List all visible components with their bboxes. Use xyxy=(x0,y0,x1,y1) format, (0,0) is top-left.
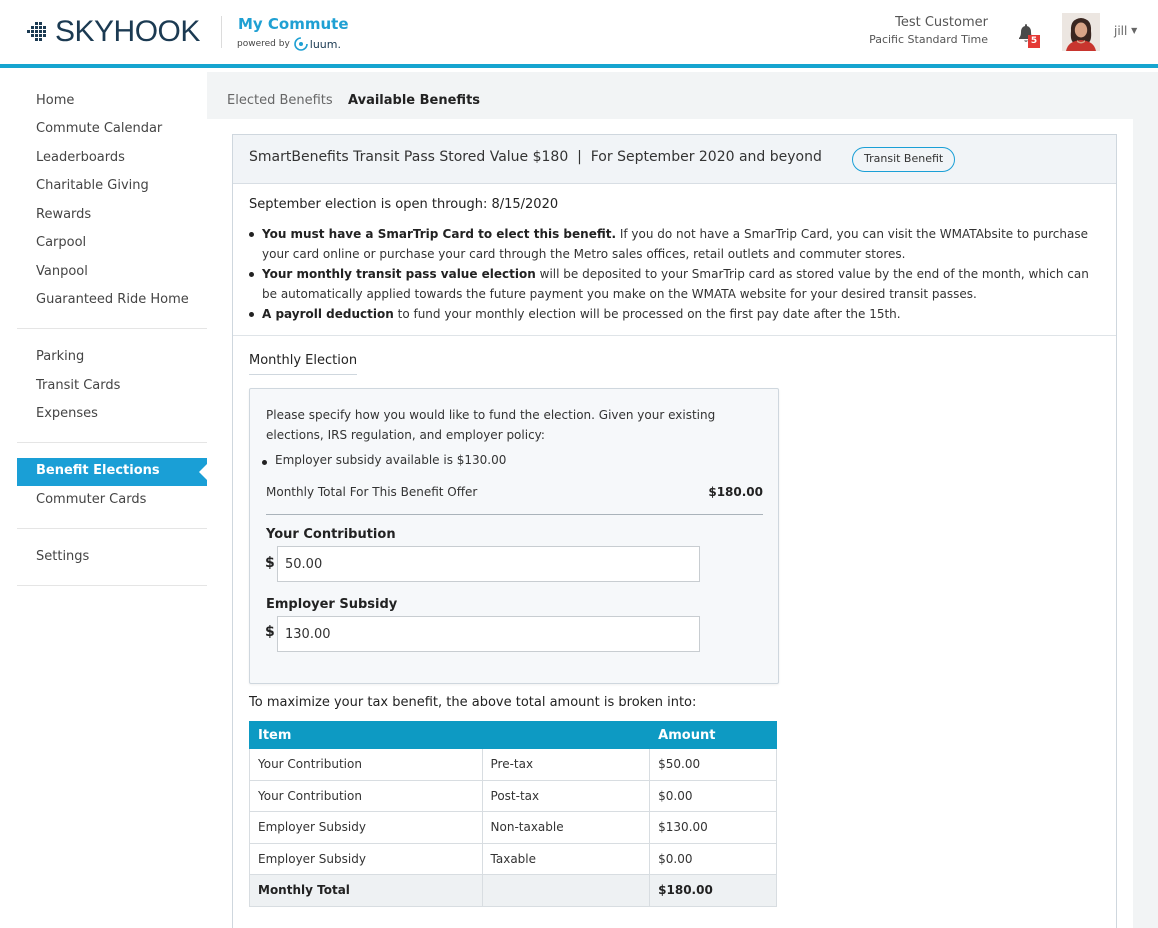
row-item: Employer Subsidy xyxy=(250,812,483,844)
benefit-type-badge: Transit Benefit xyxy=(852,147,955,172)
employer-subsidy-input[interactable] xyxy=(277,616,700,652)
requirement-text: will be deposited to your SmarTrip card as stored value by the end of the month, which can be automatically applied towards the future payment you make on the WMATA website for your desired transit passes. xyxy=(262,267,1089,301)
table-row xyxy=(250,780,777,812)
nav-benefit-elections-label: Benefit Elections xyxy=(36,463,160,478)
brand-name: SKYHOOK xyxy=(55,15,200,48)
nav-divider xyxy=(17,585,207,586)
row-amount: $130.00 xyxy=(650,812,777,844)
user-display-name: Test Customer xyxy=(895,15,988,30)
tab-available-benefits[interactable]: Available Benefits xyxy=(348,93,481,108)
brand-logo[interactable] xyxy=(27,16,200,48)
user-avatar[interactable] xyxy=(1062,13,1100,51)
nav-guaranteed-ride-home[interactable]: Guaranteed Ride Home xyxy=(36,292,189,307)
requirement-text: to fund your monthly election will be processed on the first pay date after the 15th. xyxy=(393,307,901,321)
requirement-bold: A payroll deduction xyxy=(262,307,394,321)
nav-rewards[interactable]: Rewards xyxy=(36,207,92,222)
row-tax-type: Non-taxable xyxy=(482,812,650,844)
table-total-row xyxy=(250,875,777,907)
election-open-date: September election is open through: 8/15/2020 xyxy=(249,197,559,212)
caret-down-icon: ▼ xyxy=(1131,26,1138,35)
contribution-label: Your Contribution xyxy=(266,527,396,542)
row-tax-type: Taxable xyxy=(482,843,650,875)
total-type xyxy=(482,875,650,907)
nav-vanpool[interactable]: Vanpool xyxy=(36,264,88,279)
row-amount: $0.00 xyxy=(650,843,777,875)
form-divider xyxy=(266,514,763,515)
nav-commute-calendar[interactable]: Commute Calendar xyxy=(36,121,163,136)
requirement-item xyxy=(249,264,1107,304)
header-divider xyxy=(221,16,222,48)
table-header-row xyxy=(250,722,777,749)
election-instructions: Please specify how you would like to fund the election. Given your existing elections, IRS regulation, and employer policy: xyxy=(266,408,716,442)
nav-parking[interactable]: Parking xyxy=(36,349,85,364)
benefit-card xyxy=(232,134,1117,928)
tax-breakdown-table xyxy=(249,721,777,907)
nav-home[interactable]: Home xyxy=(36,93,75,108)
requirement-item xyxy=(249,224,1107,264)
top-header xyxy=(0,0,1158,68)
nav-transit-cards[interactable]: Transit Cards xyxy=(36,378,121,393)
column-header-item: Item xyxy=(250,722,483,749)
skyhook-logo-icon xyxy=(27,21,49,43)
subsidy-currency: $ xyxy=(265,624,275,640)
row-amount: $50.00 xyxy=(650,749,777,781)
row-item: Your Contribution xyxy=(250,780,483,812)
column-header-type xyxy=(482,722,650,749)
election-form xyxy=(249,388,779,684)
employer-subsidy-note: Employer subsidy available is $130.00 xyxy=(262,453,506,467)
powered-by xyxy=(237,37,341,51)
row-tax-type: Pre-tax xyxy=(482,749,650,781)
nav-commuter-cards[interactable]: Commuter Cards xyxy=(36,492,147,507)
active-indicator xyxy=(199,464,207,480)
user-menu-label: jill xyxy=(1114,24,1128,38)
requirement-item xyxy=(249,304,1107,324)
total-label: Monthly Total xyxy=(250,875,483,907)
monthly-total-value: $180.00 xyxy=(708,485,763,499)
row-item: Your Contribution xyxy=(250,749,483,781)
nav-divider xyxy=(17,528,207,529)
nav-divider xyxy=(17,328,207,329)
requirement-text: If you do not have a SmarTrip Card, you can visit the WMATAbsite to purchase your card online or purchase your card through the Metro sales offices, retail outlets and commuter stores. xyxy=(262,227,1088,261)
requirement-bold: You must have a SmarTrip Card to elect this benefit. xyxy=(262,227,617,241)
avatar-image xyxy=(1062,13,1100,51)
notification-count-badge: 5 xyxy=(1028,35,1040,48)
luum-logo-icon xyxy=(294,37,308,51)
nav-leaderboards[interactable]: Leaderboards xyxy=(36,150,125,165)
contribution-input[interactable] xyxy=(277,546,700,582)
benefit-title: SmartBenefits Transit Pass Stored Value $180 | For September 2020 and beyond xyxy=(249,149,822,165)
user-menu-toggle[interactable] xyxy=(1114,24,1137,38)
nav-divider xyxy=(17,442,207,443)
nav-charitable-giving[interactable]: Charitable Giving xyxy=(36,178,149,193)
nav-settings[interactable]: Settings xyxy=(36,549,90,564)
total-amount: $180.00 xyxy=(650,875,777,907)
benefit-card-header xyxy=(233,135,1116,184)
user-timezone: Pacific Standard Time xyxy=(869,33,988,46)
tab-elected-benefits[interactable]: Elected Benefits xyxy=(227,93,333,108)
contribution-currency: $ xyxy=(265,555,275,571)
nav-expenses[interactable]: Expenses xyxy=(36,406,98,421)
row-amount: $0.00 xyxy=(650,780,777,812)
nav-benefit-elections[interactable] xyxy=(17,458,207,486)
row-tax-type: Post-tax xyxy=(482,780,650,812)
table-row xyxy=(250,843,777,875)
monthly-total-label: Monthly Total For This Benefit Offer xyxy=(266,485,478,499)
table-row xyxy=(250,812,777,844)
powered-by-text: powered by xyxy=(237,39,290,49)
table-row xyxy=(250,749,777,781)
employer-subsidy-label: Employer Subsidy xyxy=(266,597,398,612)
tax-breakdown-note: To maximize your tax benefit, the above total amount is broken into: xyxy=(249,695,697,710)
luum-brand: luum. xyxy=(309,37,341,51)
column-header-amount: Amount xyxy=(650,722,777,749)
section-divider xyxy=(233,335,1116,336)
monthly-election-heading: Monthly Election xyxy=(249,353,357,375)
row-item: Employer Subsidy xyxy=(250,843,483,875)
requirement-bold: Your monthly transit pass value election xyxy=(262,267,536,281)
app-title[interactable]: My Commute xyxy=(238,15,349,33)
benefit-requirements-list xyxy=(249,224,1107,324)
nav-carpool[interactable]: Carpool xyxy=(36,235,87,250)
